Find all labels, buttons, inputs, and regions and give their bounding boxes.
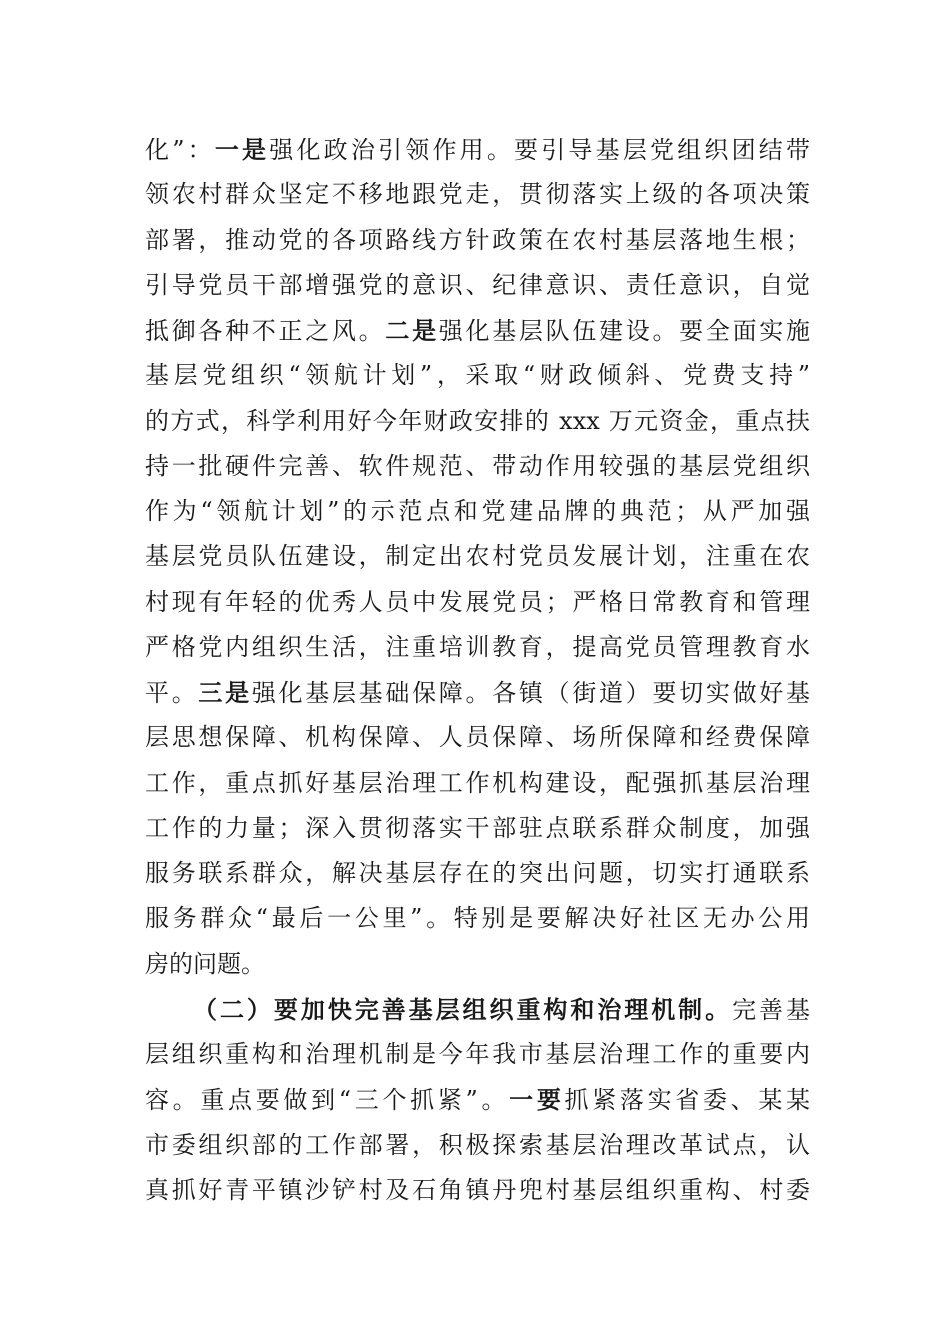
paragraph-1-line-6: 基层党组织“领航计划”，采取“财政倾斜、党费支持” bbox=[145, 361, 810, 390]
text-run: 容。重点要做到“三个抓紧”。 bbox=[145, 1086, 510, 1115]
paragraph-1-line-18: 服务群众“最后一公里”。特别是要解决好社区无办公用 bbox=[145, 904, 810, 933]
paragraph-2-line-4: 市委组织部的工作部署，积极探索基层治理改革试点，认 bbox=[145, 1130, 810, 1159]
text-run: 抓紧落实省委、某某 bbox=[564, 1086, 810, 1115]
paragraph-1-line-7: 的方式，科学利用好今年财政安排的 xxx 万元资金，重点扶 bbox=[145, 406, 810, 435]
paragraph-2-line-5: 真抓好青平镇沙铲村及石角镇丹兜村基层组织重构、村委 bbox=[145, 1175, 810, 1204]
paragraph-1-line-2: 领农村群众坚定不移地跟党走，贯彻落实上级的各项决策 bbox=[145, 180, 810, 209]
paragraph-1-line-11: 村现有年轻的优秀人员中发展党员；严格日常教育和管理 bbox=[145, 587, 810, 616]
paragraph-1-line-3: 部署，推动党的各项路线方针政策在农村基层落地生根； bbox=[145, 225, 810, 254]
paragraph-1-line-13 bbox=[145, 670, 810, 715]
bold-lead-first: 一是 bbox=[214, 135, 270, 164]
paragraph-1-line-5 bbox=[145, 308, 810, 353]
paragraph-1-line-12: 严格党内组织生活，注重培训教育，提高党员管理教育水 bbox=[145, 632, 810, 661]
bold-lead-third: 三是 bbox=[198, 678, 252, 707]
text-run: 抵御各种不正之风。 bbox=[145, 317, 386, 345]
paragraph-1-line-4: 引导党员干部增强党的意识、纪律意识、责任意识，自觉 bbox=[145, 270, 810, 299]
bold-lead-first: 一要 bbox=[509, 1085, 565, 1115]
paragraph-2-line-3 bbox=[145, 1077, 810, 1122]
paragraph-1-line-15: 工作，重点抓好基层治理工作机构建设，配强抓基层治理 bbox=[145, 768, 810, 797]
paragraph-1-line-10: 基层党员队伍建设，制定出农村党员发展计划，注重在农 bbox=[145, 542, 810, 571]
text-run: 完善基 bbox=[732, 995, 811, 1024]
bold-lead-second: 二是 bbox=[385, 316, 439, 345]
text-run: 平。 bbox=[145, 679, 199, 707]
document-body bbox=[145, 127, 810, 1213]
text-run: 强化基层基础保障。各镇（街道）要切实做好基 bbox=[251, 679, 811, 707]
paragraph-1-line-8: 持一批硬件完善、软件规范、带动作用较强的基层党组织 bbox=[145, 451, 810, 480]
paragraph-2-line-1 bbox=[145, 987, 810, 1032]
paragraph-1-line-14: 层思想保障、机构保障、人员保障、场所保障和经费保障 bbox=[145, 723, 810, 752]
paragraph-2-line-2: 层组织重构和治理机制是今年我市基层治理工作的重要内 bbox=[145, 1040, 810, 1068]
text-run: 强化基层队伍建设。要全面实施 bbox=[438, 317, 811, 345]
paragraph-1-line-16: 工作的力量；深入贯彻落实干部驻点联系群众制度，加强 bbox=[145, 813, 810, 842]
text-run: 化”： bbox=[145, 136, 215, 164]
text-run: 强化政治引领作用。要引导基层党组织团结带 bbox=[269, 136, 810, 164]
paragraph-1-line-1 bbox=[145, 127, 810, 172]
paragraph-1-line-17: 服务联系群众，解决基层存在的突出问题，切实打通联系 bbox=[145, 859, 810, 887]
section-heading: （二）要加快完善基层组织重构和治理机制。 bbox=[193, 994, 733, 1024]
paragraph-1-line-9: 作为“领航计划”的示范点和党建品牌的典范；从严加强 bbox=[145, 497, 810, 525]
paragraph-1-line-19: 房的问题。 bbox=[145, 949, 265, 978]
